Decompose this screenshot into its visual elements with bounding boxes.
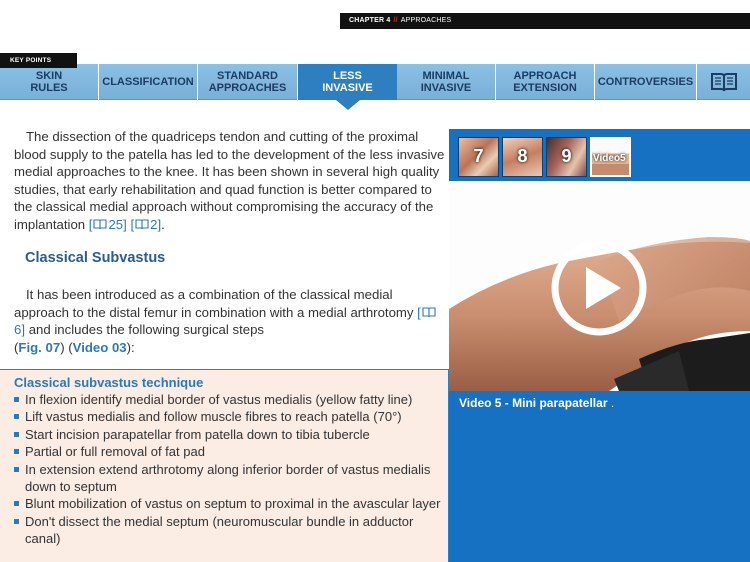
chapter-label: CHAPTER 4 (349, 17, 391, 24)
book-icon (93, 219, 107, 230)
list-item: Don't dissect the medial septum (neuromuscular bundle in adductor canal) (14, 513, 448, 548)
reference-number: 2 (150, 216, 158, 232)
references-book-button[interactable] (697, 64, 750, 100)
intro-paragraph (14, 128, 446, 234)
tab-label: APPROACHES (208, 82, 287, 94)
list-item: In extension extend arthrotomy along inferior border of vastus medialis down to septum (14, 461, 448, 496)
tab-bar (0, 64, 750, 100)
video-player[interactable] (449, 181, 750, 391)
tab-label: STANDARD (217, 70, 278, 82)
list-item: Blunt mobilization of vastus on septum to proximal in the avascular layer (14, 495, 448, 512)
tab-classification[interactable] (99, 64, 198, 100)
list-item: Start incision parapatellar from patella down to tibia tubercle (14, 426, 448, 443)
chapter-bar (340, 13, 750, 29)
subvastus-paragraph: It has been introduced as a combination of the classical medial approach to the distal femur in combination with a medial arthrotomy [6] and includes the following surgical steps (Fig. 07) (Video 03): (14, 286, 446, 356)
thumbnail-label: 8 (517, 146, 528, 166)
thumbnail-label: 9 (561, 146, 572, 166)
thumbnail-label: Video5 (593, 153, 626, 164)
tab-label: CONTROVERSIES (597, 76, 694, 88)
reference-link-6[interactable]: [6] (14, 305, 437, 338)
tab-label: INVASIVE (420, 82, 472, 94)
thumbnail-figure-7[interactable] (458, 137, 499, 177)
tab-standard-approaches[interactable] (198, 64, 298, 100)
reference-link-25[interactable]: [ 25] (88, 216, 127, 232)
tab-label: MINIMAL (422, 70, 470, 82)
paragraph-text: It has been introduced as a combination of the classical medial approach to the distal femur in combination with a medial arthrotomy (14, 287, 414, 320)
thumbnail-strip (458, 137, 631, 179)
thumbnail-figure-8[interactable] (502, 137, 543, 177)
media-panel (449, 129, 750, 562)
tab-controversies[interactable] (595, 64, 697, 100)
tab-label: LESS (333, 70, 362, 82)
tab-label: SKIN (35, 70, 63, 82)
tab-label: EXTENSION (513, 82, 577, 94)
paragraph-text: and includes the following surgical steps (28, 322, 265, 338)
technique-list (14, 391, 448, 548)
caption-text: Video 5 - Mini parapatellar (459, 396, 608, 410)
reference-link-2[interactable]: [ 2] (130, 216, 162, 232)
section-heading: Classical Subvastus (25, 250, 166, 266)
caption-dot: . (610, 396, 615, 410)
tab-label: CLASSIFICATION (102, 76, 194, 88)
tab-minimal-invasive[interactable] (397, 64, 496, 100)
list-item: Lift vastus medialis and follow muscle fibres to reach patella (70°) (14, 408, 448, 425)
video-caption (459, 396, 614, 410)
tab-approach-extension[interactable] (496, 64, 595, 100)
tab-label: RULES (30, 82, 68, 94)
tab-label: APPROACH (513, 70, 577, 82)
thumbnail-label: 7 (473, 146, 484, 166)
book-icon (710, 71, 738, 93)
tab-less-invasive[interactable] (298, 64, 397, 100)
reference-number: 25 (108, 216, 124, 232)
paragraph-text: The dissection of the quadriceps tendon and cutting of the proximal blood supply to the patella has led to the development of the less invasive medial approaches to the knee. It has been shown in several high quality studies, that early rehabilitation and quad function is better compared to the classical medial approach without compromising the accuracy of the implantation (14, 129, 445, 232)
reference-number: 6 (14, 322, 22, 338)
chapter-separator: // (393, 17, 398, 24)
thumbnail-video-5[interactable] (590, 137, 631, 177)
book-icon (135, 219, 149, 230)
video-frame-image (449, 181, 750, 391)
figure-link[interactable]: Fig. 07 (18, 339, 61, 355)
paragraph-end: . (161, 216, 165, 232)
video-link[interactable]: Video 03 (72, 339, 127, 355)
technique-box (0, 369, 449, 562)
tab-skin-rules[interactable] (0, 64, 99, 100)
chapter-section: APPROACHES (400, 17, 452, 24)
thumbnail-figure-9[interactable] (546, 137, 587, 177)
tab-label: INVASIVE (322, 82, 373, 94)
book-icon (422, 307, 436, 318)
technique-title: Classical subvastus technique (14, 375, 204, 390)
paragraph-end: : (131, 339, 135, 355)
key-points-label[interactable]: KEY POINTS (0, 53, 77, 68)
active-tab-pointer (336, 100, 360, 110)
list-item: In flexion identify medial border of vastus medialis (yellow fatty line) (14, 391, 448, 408)
list-item: Partial or full removal of fat pad (14, 443, 448, 460)
